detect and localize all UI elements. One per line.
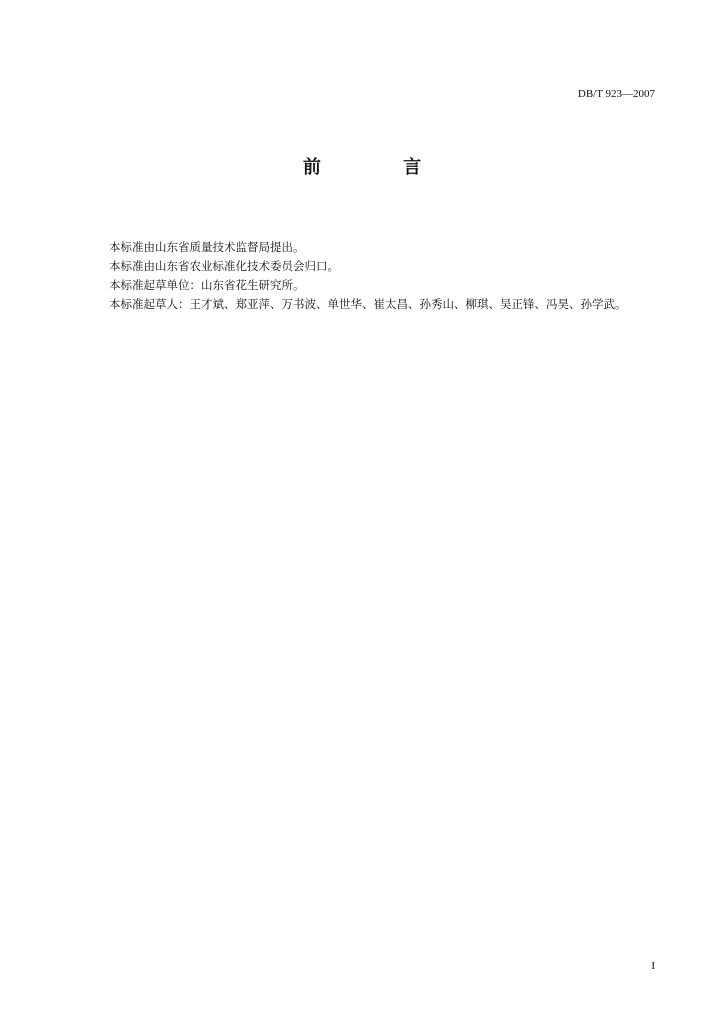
paragraph-drafters: 本标准起草人：王才斌、郑亚萍、万书波、单世华、崔太昌、孙秀山、柳琪、吴正锋、冯昊、孙学武。 [109, 297, 627, 311]
standard-code: DB/T 923—2007 [577, 88, 655, 100]
paragraph-drafting-unit: 本标准起草单位：山东省花生研究所。 [109, 278, 305, 292]
page-number: I [651, 960, 655, 972]
page-title: 前 言 [302, 157, 460, 178]
foreword-body [86, 238, 656, 314]
paragraph-proposer: 本标准由山东省质量技术监督局提出。 [109, 240, 305, 254]
paragraph-administrator: 本标准由山东省农业标准化技术委员会归口。 [109, 259, 339, 273]
